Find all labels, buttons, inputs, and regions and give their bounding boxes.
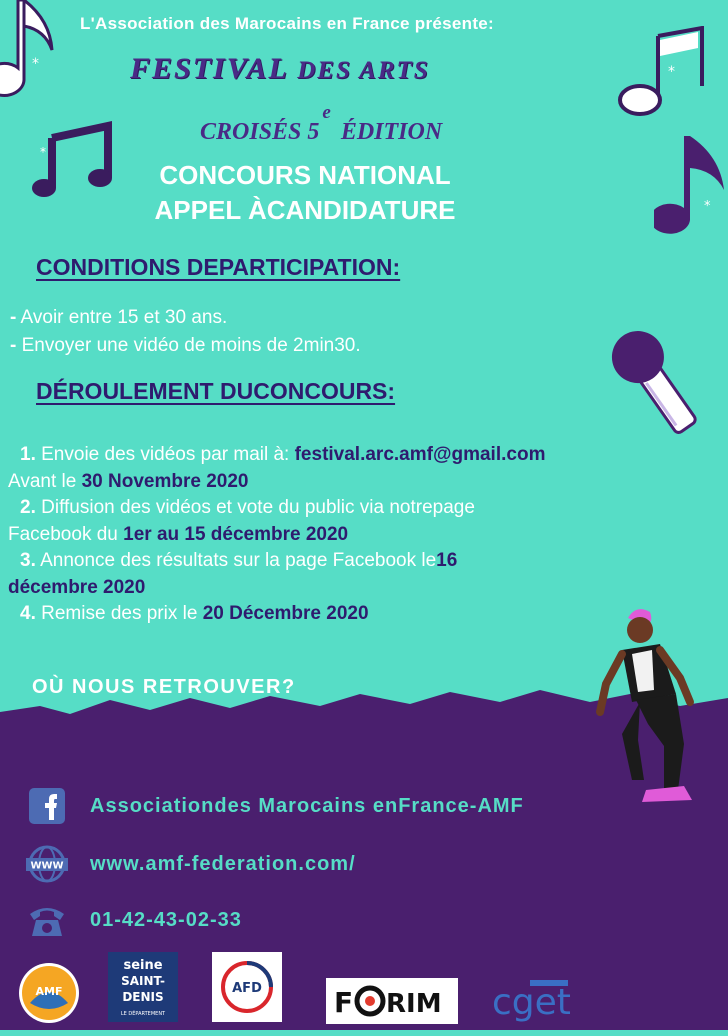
step-text: Envoie des vidéos par mail à: [35, 444, 295, 465]
music-note-icon [654, 128, 728, 258]
afd-logo-text: AFD [232, 981, 262, 996]
list-dash: - [10, 307, 17, 328]
amf-logo-text: AMF [35, 985, 63, 998]
svg-text:*: * [668, 64, 675, 80]
concours-block [100, 158, 510, 228]
facebook-icon [26, 786, 68, 826]
edition-prefix: CROISÉS 5 [200, 119, 320, 145]
step-text: Diffusion des vidéos et vote du public via notrepage [35, 497, 475, 518]
step-3-date: décembre 2020 [8, 576, 146, 598]
step-text: Annonce des résultats sur la page Facebook le [35, 550, 437, 571]
seine-saint-denis-logo [108, 952, 178, 1022]
seine-line-3: DENIS [122, 990, 164, 1004]
cget-logo-text: cget [492, 982, 571, 1023]
seine-line-1: seine [123, 958, 163, 973]
edition-suffix: ÉDITION [340, 119, 443, 145]
seine-line-2: SAINT- [121, 974, 165, 988]
website-link[interactable]: www.amf-federation.com/ [90, 852, 356, 875]
step-2-date [8, 522, 658, 549]
step-date: 20 Décembre 2020 [202, 603, 369, 624]
concours-line-2: APPEL ÀCANDIDATURE [154, 195, 456, 225]
step-text: Facebook du [8, 523, 124, 545]
step-date: 1er au 15 décembre 2020 [123, 523, 349, 545]
festival-title-main: FESTIVAL [130, 52, 288, 85]
step-number: 1. [20, 444, 36, 465]
www-globe-icon [26, 844, 68, 884]
seine-line-4: LE DÉPARTEMENT [120, 1011, 166, 1017]
step-text: Avant le [8, 470, 82, 492]
amf-logo [16, 958, 82, 1028]
list-item [10, 332, 361, 360]
www-badge-text: WWW [30, 860, 64, 872]
festival-title-rest: DES ARTS [297, 57, 430, 84]
presenter-line: L'Association des Marocains en France présente: [80, 14, 494, 33]
svg-text:*: * [704, 199, 711, 214]
forim-logo [326, 966, 458, 1036]
list-text: Avoir entre 15 et 30 ans. [16, 307, 228, 328]
phone-number[interactable]: 01-42-43-02-33 [90, 908, 242, 931]
step-4 [8, 601, 658, 628]
cget-logo [490, 964, 586, 1034]
festival-title [130, 52, 430, 86]
step-number: 3. [20, 550, 36, 571]
forim-f: F [334, 986, 354, 1019]
steps-list [8, 442, 658, 628]
step-date: 30 Novembre 2020 [81, 470, 249, 492]
facebook-row[interactable] [26, 786, 524, 826]
concours-line-1: CONCOURS NATIONAL [159, 160, 451, 190]
phone-row[interactable] [26, 900, 242, 940]
contact-heading: OÙ NOUS RETROUVER? [32, 676, 296, 698]
step-text: Remise des prix le [35, 603, 203, 624]
step-3 [8, 548, 658, 575]
edition-line [200, 102, 443, 146]
music-note-icon [0, 0, 70, 120]
telephone-icon [26, 900, 68, 940]
edition-sup: e [322, 102, 331, 123]
list-dash: - [10, 335, 17, 356]
afd-logo [212, 952, 282, 1022]
forim-rest: RIM [386, 989, 442, 1019]
svg-text:*: * [32, 56, 39, 72]
step-number: 2. [20, 497, 36, 518]
deroulement-heading: DÉROULEMENT DUCONCOURS: [36, 378, 396, 404]
step-1 [8, 442, 658, 469]
microphone-icon [598, 318, 710, 442]
dancer-illustration [592, 604, 712, 810]
svg-text:*: * [40, 145, 46, 159]
step-2 [8, 495, 658, 522]
conditions-list [10, 304, 361, 360]
website-row[interactable] [26, 844, 356, 884]
email-link[interactable]: festival.arc.amf@gmail.com [294, 444, 546, 465]
step-date: 16 [436, 550, 458, 571]
step-1-date [8, 469, 658, 496]
step-number: 4. [20, 603, 36, 624]
conditions-heading: CONDITIONS DEPARTICIPATION: [36, 254, 401, 280]
list-item [10, 304, 361, 332]
facebook-link[interactable]: Associationdes Marocains enFrance-AMF [90, 794, 524, 817]
list-text: Envoyer une vidéo de moins de 2min30. [16, 335, 361, 356]
music-note-icon [608, 26, 708, 126]
